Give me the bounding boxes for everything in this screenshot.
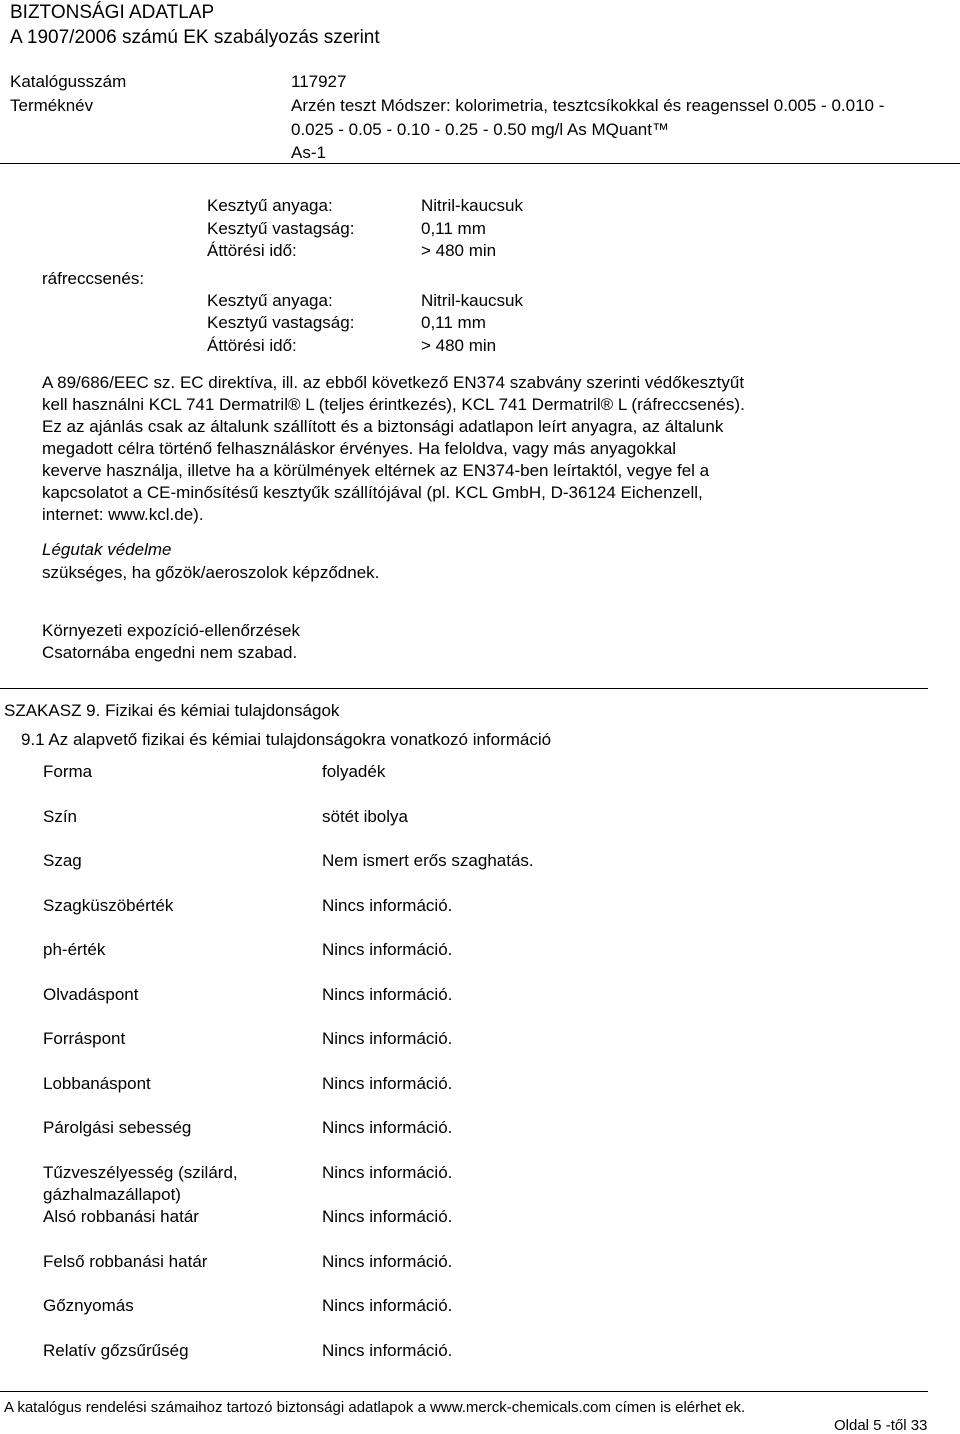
regulation-subtitle: A 1907/2006 számú EK szabályozás szerint [10,27,380,48]
footer-divider [0,1391,928,1392]
directive-line: kapcsolatot a CE-minősítésű kesztyűk szállítójával (pl. KCL GmbH, D-36124 Eichenzell, [42,483,703,502]
property-label: Gőznyomás [43,1296,134,1315]
property-value: sötét ibolya [322,807,408,826]
property-value: Nem ismert erős szaghatás. [322,851,534,870]
section9-title: SZAKASZ 9. Fizikai és kémiai tulajdonságok [4,701,340,720]
product-name-label: Terméknév [10,96,94,115]
glove-material-value: Nitril-kaucsuk [421,291,524,310]
property-label: ph-érték [43,940,106,959]
property-label: Olvadáspont [43,985,139,1004]
glove-thickness-label: Kesztyű vastagság: [207,313,355,332]
glove-breakthrough-value: > 480 min [421,336,497,355]
property-value: Nincs információ. [322,1296,453,1315]
respiratory-text: szükséges, ha gőzök/aeroszolok képződnek. [42,563,380,582]
directive-line: megadott célra történő felhasználáskor érvényes. Ha feloldva, vagy más anyagokkal [42,439,677,458]
property-value: Nincs információ. [322,1118,453,1137]
property-label-continued: gázhalmazállapot) [43,1185,181,1204]
glove-thickness-value: 0,11 mm [421,219,486,238]
property-value: folyadék [322,762,386,781]
property-value: Nincs információ. [322,1163,453,1182]
glove-breakthrough-label: Áttörési idő: [207,241,297,260]
glove-material-value: Nitril-kaucsuk [421,196,524,215]
glove-thickness-value: 0,11 mm [421,313,486,332]
property-value: Nincs információ. [322,1252,453,1271]
header-divider [0,163,960,164]
property-value: Nincs információ. [322,896,453,915]
glove-thickness-label: Kesztyű vastagság: [207,219,355,238]
directive-line: keverve használja, illetve ha a körülmények eltérnek az EN374-ben leírtaktól, vegye fel a [42,461,710,480]
property-label: Forráspont [43,1029,126,1048]
property-value: Nincs információ. [322,1074,453,1093]
property-label: Alsó robbanási határ [43,1207,199,1226]
glove-material-label: Kesztyű anyaga: [207,196,333,215]
property-value: Nincs információ. [322,1207,453,1226]
property-label: Relatív gőzsűrűség [43,1341,189,1360]
section9-subtitle: 9.1 Az alapvető fizikai és kémiai tulajdonságokra vonatkozó információ [21,730,552,749]
glove-material-label: Kesztyű anyaga: [207,291,333,310]
property-label: Szag [43,851,82,870]
directive-line: A 89/686/EEC sz. EC direktíva, ill. az ebből következő EN374 szabvány szerinti védőkesztyűt [42,373,745,392]
glove-breakthrough-value: > 480 min [421,241,497,260]
respiratory-heading: Légutak védelme [42,540,172,559]
catalog-number-value: 117927 [291,72,347,91]
product-name-line1: Arzén teszt Módszer: kolorimetria, tesztcsíkokkal és reagenssel 0.005 - 0.010 - [291,96,885,115]
property-value: Nincs információ. [322,1029,453,1048]
product-name-line2: 0.025 - 0.05 - 0.10 - 0.25 - 0.50 mg/l As MQuant™ [291,120,669,139]
section-divider [0,688,928,689]
property-label: Tűzveszélyesség (szilárd, [43,1163,238,1182]
directive-line: kell használni KCL 741 Dermatril® L (teljes érintkezés), KCL 741 Dermatril® L (ráfreccsenés). [42,395,745,414]
environment-heading: Környezeti expozíció-ellenőrzések [42,621,300,640]
footer-note: A katalógus rendelési számaihoz tartozó biztonsági adatlapok a www.merck-chemicals.com címen is elérhet ek. [4,1399,746,1416]
property-label: Forma [43,762,93,781]
property-label: Szagküszöbérték [43,896,174,915]
property-label: Lobbanáspont [43,1074,151,1093]
directive-line: Ez az ajánlás csak az általunk szállított és a biztonsági adatlapon leírt anyagra, az általunk [42,417,724,436]
product-name-line3: As-1 [291,143,326,162]
property-value: Nincs információ. [322,1341,453,1360]
catalog-number-label: Katalógusszám [10,72,127,91]
property-label: Felső robbanási határ [43,1252,208,1271]
property-label: Párolgási sebesség [43,1118,192,1137]
page-number: Oldal 5 -től 33 [834,1417,928,1434]
property-value: Nincs információ. [322,940,453,959]
property-value: Nincs információ. [322,985,453,1004]
document-title: BIZTONSÁGI ADATLAP [10,2,215,23]
directive-line: internet: www.kcl.de). [42,505,204,524]
environment-text: Csatornába engedni nem szabad. [42,643,298,662]
property-label: Szín [43,807,78,826]
glove-breakthrough-label: Áttörési idő: [207,336,297,355]
splash-row-label: ráfreccsenés: [42,269,145,288]
